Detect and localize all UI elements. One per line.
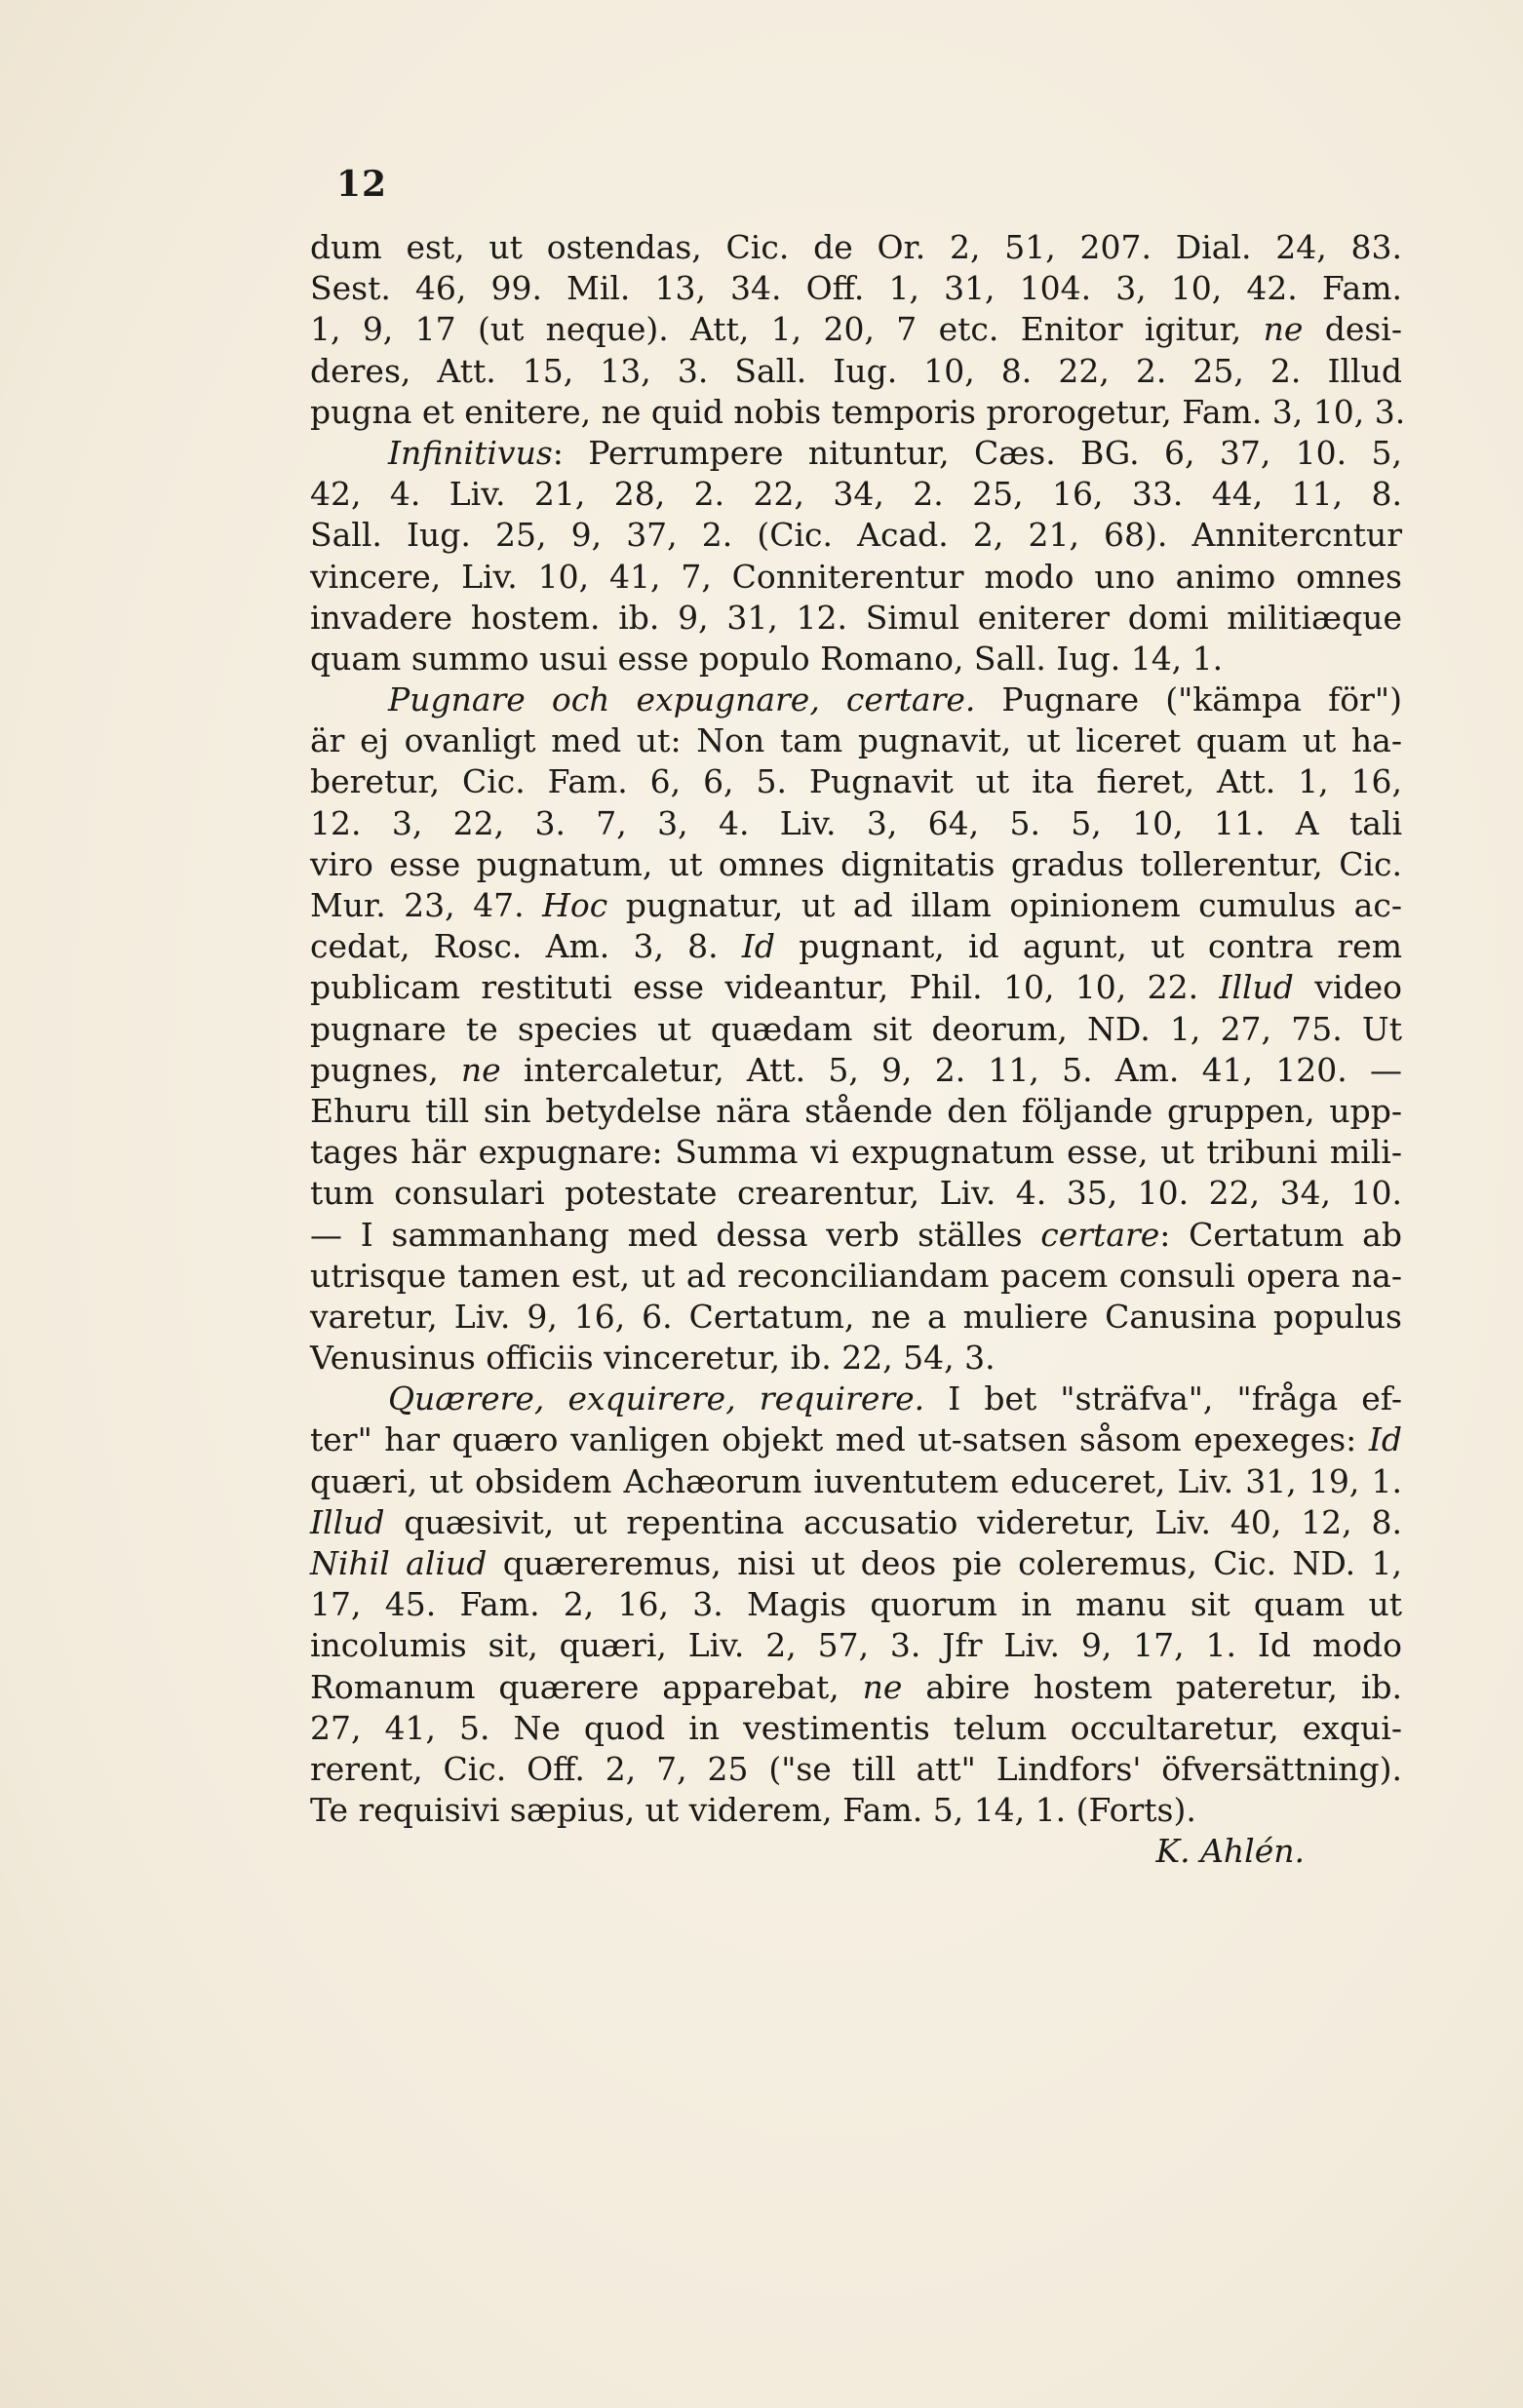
text-run: abire hostem pateretur, ib.	[902, 1667, 1402, 1706]
page-number: 12	[336, 164, 388, 205]
text-line	[310, 639, 1402, 680]
text-run: 17, 45. Fam. 2, 16, 3. Magis quorum in manu sit quam ut	[310, 1585, 1402, 1624]
italic-text: ne	[1263, 310, 1304, 349]
italic-text: Pugnare och expugnare, certare.	[388, 680, 976, 719]
italic-text: Id	[1368, 1420, 1402, 1459]
text-run: invadere hostem. ib. 9, 31, 12. Simul eniterer domi militiæque	[310, 598, 1402, 637]
italic-text: Id	[741, 927, 776, 966]
text-run: pugna et enitere, ne quid nobis temporis prorogetur, Fam. 3, 10, 3.	[310, 392, 1406, 431]
text-run: Venusinus officiis vinceretur, ib. 22, 54, 3.	[310, 1339, 996, 1378]
text-line	[310, 720, 1402, 761]
text-line	[310, 1009, 1402, 1050]
text-line	[310, 1132, 1402, 1173]
text-line	[310, 1461, 1402, 1502]
text-line	[310, 433, 1402, 474]
text-run: deres, Att. 15, 13, 3. Sall. Iug. 10, 8. 22, 2. 25, 2. Illud	[310, 351, 1402, 390]
text-line	[310, 474, 1402, 515]
italic-text: ne	[862, 1667, 903, 1706]
italic-text: Nihil aliud	[310, 1544, 488, 1582]
text-run: video	[1293, 968, 1402, 1007]
italic-text: Hoc	[542, 886, 608, 924]
text-line	[310, 1625, 1402, 1666]
text-line	[310, 1173, 1402, 1214]
text-run: Sest. 46, 99. Mil. 13, 34. Off. 1, 31, 104. 3, 10, 42. Fam.	[310, 269, 1402, 308]
text-run: quæsivit, ut repentina accusatio videretur, Liv. 40, 12, 8.	[384, 1502, 1402, 1541]
italic-text: ne	[460, 1050, 501, 1089]
text-line	[310, 1543, 1402, 1584]
text-run: Te requisivi sæpius, ut viderem, Fam. 5, 14, 1. (Forts).	[310, 1791, 1196, 1830]
text-run: I bet "sträfva", "fråga ef-	[924, 1379, 1402, 1418]
text-run: ter" har quæro vanligen objekt med ut-satsen såsom epexeges:	[310, 1420, 1369, 1459]
text-run: rerent, Cic. Off. 2, 7, 25 ("se till att" Lindfors' öfversättning).	[310, 1749, 1402, 1788]
text-line	[310, 1297, 1402, 1338]
text-line	[310, 761, 1402, 802]
text-run: : Perrumpere nituntur, Cæs. BG. 6, 37, 10. 5,	[552, 433, 1402, 472]
text-run: dum est, ut ostendas, Cic. de Or. 2, 51, 207. Dial. 24, 83.	[310, 228, 1402, 266]
text-line	[310, 1091, 1402, 1132]
text-line	[310, 557, 1402, 598]
text-run: Romanum quærere apparebat,	[310, 1667, 863, 1706]
text-run: pugnare te species ut quædam sit deorum, ND. 1, 27, 75. Ut	[310, 1009, 1402, 1048]
text-line	[310, 844, 1402, 885]
italic-text: certare	[1040, 1215, 1160, 1254]
text-run: quam summo usui esse populo Romano, Sall. Iug. 14, 1.	[310, 639, 1224, 678]
text-line	[310, 1338, 1402, 1379]
italic-text: Illud	[1219, 968, 1294, 1007]
text-run: är ej ovanligt med ut: Non tam pugnavit, ut liceret quam ut ha-	[310, 721, 1402, 760]
italic-text: Infinitivus	[388, 433, 553, 472]
text-run: tum consulari potestate crearentur, Liv. 4. 35, 10. 22, 34, 10.	[310, 1174, 1402, 1213]
text-run: Ehuru till sin betydelse nära stående den följande gruppen, upp-	[310, 1091, 1402, 1130]
italic-text: Illud	[310, 1502, 385, 1541]
text-run: pugnatur, ut ad illam opinionem cumulus ac-	[607, 886, 1402, 924]
text-line	[310, 309, 1402, 350]
text-line	[310, 967, 1402, 1008]
text-line	[310, 1502, 1402, 1543]
author-signature	[310, 1831, 1402, 1872]
signature-text: K. Ahlén.	[1155, 1832, 1305, 1871]
body-text	[310, 227, 1406, 1873]
text-run: beretur, Cic. Fam. 6, 6, 5. Pugnavit ut ita fieret, Att. 1, 16,	[310, 762, 1402, 801]
text-line	[310, 598, 1402, 639]
text-line	[310, 803, 1402, 844]
text-run: incolumis sit, quæri, Liv. 2, 57, 3. Jfr Liv. 9, 17, 1. Id modo	[310, 1626, 1402, 1665]
text-line	[310, 885, 1402, 926]
text-run: desi-	[1303, 310, 1402, 349]
text-run: pugnes,	[310, 1050, 461, 1089]
text-line	[310, 1050, 1402, 1091]
text-line	[310, 351, 1402, 392]
text-line	[310, 392, 1406, 433]
text-line	[310, 1419, 1402, 1460]
text-run: quæri, ut obsidem Achæorum iuventutem educeret, Liv. 31, 19, 1.	[310, 1461, 1402, 1500]
text-run: varetur, Liv. 9, 16, 6. Certatum, ne a muliere Canusina populus	[310, 1297, 1402, 1336]
text-run: tages här expugnare: Summa vi expugnatum esse, ut tribuni mili-	[310, 1133, 1402, 1172]
text-run: 12. 3, 22, 3. 7, 3, 4. Liv. 3, 64, 5. 5, 10, 11. A tali	[310, 803, 1402, 842]
text-run: pugnant, id agunt, ut contra rem	[775, 927, 1402, 966]
text-line	[310, 1584, 1402, 1625]
text-run: Pugnare ("kämpa för")	[975, 680, 1402, 719]
text-run: quæreremus, nisi ut deos pie coleremus, Cic. ND. 1,	[487, 1544, 1402, 1582]
text-run: 27, 41, 5. Ne quod in vestimentis telum occultaretur, exqui-	[310, 1708, 1402, 1747]
text-line	[310, 1215, 1402, 1256]
text-line	[310, 680, 1402, 720]
text-line	[310, 268, 1402, 309]
text-run: 42, 4. Liv. 21, 28, 2. 22, 34, 2. 25, 16, 33. 44, 11, 8.	[310, 475, 1402, 514]
text-line	[310, 1708, 1402, 1749]
text-run: Mur. 23, 47.	[310, 886, 543, 924]
text-run: : Certatum ab	[1159, 1215, 1402, 1254]
text-run: publicam restituti esse videantur, Phil. 10, 10, 22.	[310, 968, 1220, 1007]
text-run: — I sammanhang med dessa verb ställes	[310, 1215, 1041, 1254]
text-run: Sall. Iug. 25, 9, 37, 2. (Cic. Acad. 2, 21, 68). Annitercntur	[310, 516, 1402, 555]
text-line	[310, 515, 1402, 556]
text-line	[310, 1256, 1402, 1297]
text-line	[310, 1790, 1402, 1831]
text-run: intercaletur, Att. 5, 9, 2. 11, 5. Am. 41, 120. —	[500, 1050, 1402, 1089]
text-line	[310, 1379, 1402, 1419]
text-run: cedat, Rosc. Am. 3, 8.	[310, 927, 742, 966]
text-line	[310, 926, 1402, 967]
text-run: viro esse pugnatum, ut omnes dignitatis gradus tollerentur, Cic.	[310, 844, 1402, 883]
text-line	[310, 1667, 1402, 1708]
text-line	[310, 227, 1402, 268]
text-run: utrisque tamen est, ut ad reconciliandam pacem consuli opera na-	[310, 1256, 1402, 1295]
text-run: vincere, Liv. 10, 41, 7, Conniterentur modo uno animo omnes	[310, 557, 1402, 596]
text-line	[310, 1749, 1402, 1790]
text-run: 1, 9, 17 (ut neque). Att, 1, 20, 7 etc. Enitor igitur,	[310, 310, 1264, 349]
italic-text: Quærere, exquirere, requirere.	[388, 1379, 925, 1418]
